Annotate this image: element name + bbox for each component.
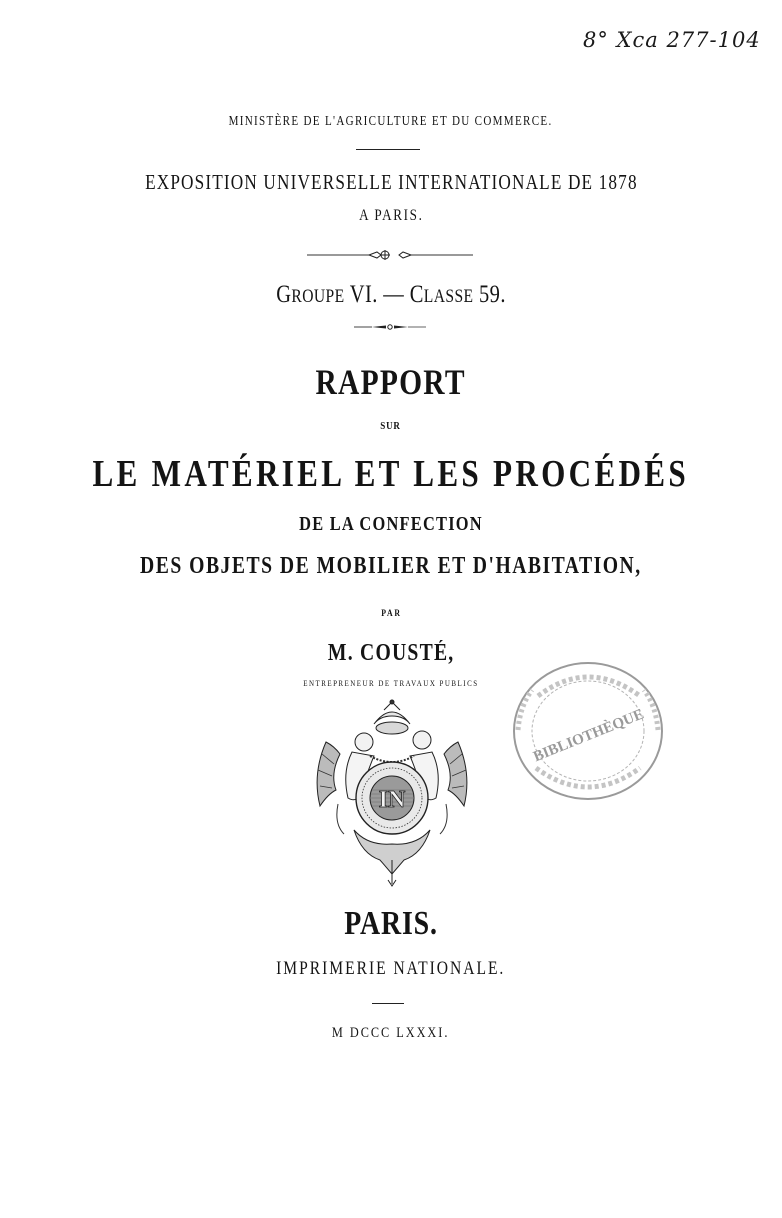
imprint-city (0, 905, 782, 943)
group-class-text (276, 281, 506, 309)
by-text: PAR (380, 609, 402, 619)
subject-line-2 (0, 513, 782, 536)
divider-rule (356, 149, 420, 150)
imprint-year (0, 1025, 782, 1042)
subject-line-1-text: LE MATÉRIEL ET LES PROCÉDÉS (92, 453, 690, 495)
exposition-heading (0, 170, 782, 195)
groupe-number: VI. (349, 281, 378, 308)
author-profession-text: ENTREPRENEUR DE TRAVAUX PUBLICS (303, 678, 479, 688)
handwritten-shelfmark: 8° Xca 277-104 (583, 28, 761, 52)
groupe-rest: ROUPE (291, 286, 345, 307)
emblem-monogram: IN (378, 787, 406, 813)
group-class-heading (0, 281, 782, 309)
report-title-text: RAPPORT (315, 362, 467, 402)
groupe-initial: G (276, 281, 292, 308)
classe-initial: C (409, 281, 424, 308)
classe-rest: LASSE (423, 286, 474, 307)
author-name-text: M. COUSTÉ, (327, 640, 455, 666)
imprint-year-text: M DCCC LXXXI. (332, 1025, 450, 1041)
subject-line-3 (0, 553, 782, 580)
subject-line-1 (0, 452, 782, 496)
subject-line-3-text: DES OBJETS DE MOBILIER ET D'HABITATION, (140, 553, 642, 579)
report-title (0, 361, 782, 403)
imprint-printer (0, 958, 782, 980)
imprimerie-nationale-emblem-icon (308, 694, 476, 888)
preposition-line (0, 420, 782, 432)
divider-rule (372, 1003, 404, 1004)
stamp-text: BIBLIOTHÈQUE (531, 706, 647, 766)
group-separator: — (383, 281, 405, 308)
imprint-printer-text: IMPRIMERIE NATIONALE. (276, 958, 506, 979)
library-stamp-icon (508, 656, 668, 806)
imprint-city-text: PARIS. (344, 905, 438, 942)
by-line (0, 609, 782, 619)
preposition-text: SUR (380, 420, 402, 432)
ornamental-divider-icon (305, 248, 475, 262)
exposition-text: EXPOSITION UNIVERSELLE INTERNATIONALE DE 1878 (144, 170, 638, 194)
location-text: A PARIS. (358, 207, 424, 224)
classe-number: 59. (478, 281, 506, 308)
small-ornament-icon (352, 323, 428, 331)
ministry-text: MINISTÈRE DE L'AGRICULTURE ET DU COMMERCE. (228, 113, 553, 128)
ministry-heading (0, 113, 782, 129)
subject-line-2-text: DE LA CONFECTION (299, 513, 483, 535)
location-line (0, 207, 782, 225)
